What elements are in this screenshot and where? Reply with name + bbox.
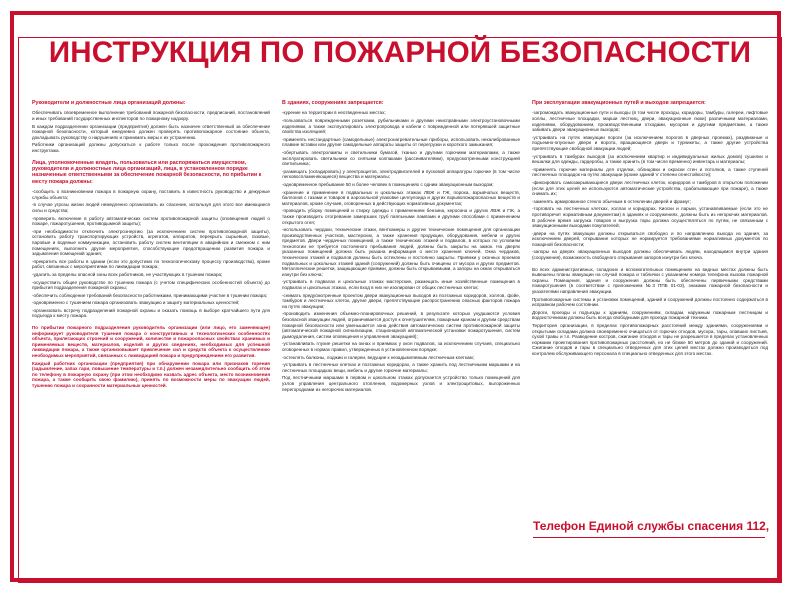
list-item: -одновременно с тушением пожара организовать эвакуацию и защиту материальных ценностей; xyxy=(32,300,240,306)
list-item: -применять нестандартные (самодельные) электронагревательные приборы, использовать некалиброванные плавкие вставки или другие самодельные аппараты защиты от перегрузки и короткого замыкания; xyxy=(282,136,520,148)
list-item: -обеспечить соблюдение требований безопасности работниками, принимающими участие в тушении пожара; xyxy=(32,292,268,298)
list-item: -хранение и применение в подвальных и цокольных этажах ЛВЖ и ГЖ, пороха, взрывчатых веществ, баллонов с газами и товаров в аэрозольной упаковке целлулоида и других взрывопожароопасных веществ и материалов, кроме случаев, оговоренных в действующих нормативных документах; xyxy=(282,189,520,206)
section-heading-evacuation: При эксплуатации эвакуационных путей и выходов запрещается: xyxy=(532,100,706,106)
paragraph: Под лестничными маршами в первом и цокольном этажах допускается устройство только помещений для узлов управления центрального отопления, водомерных узлов и электрощитовых, выгороженных перегородками из негорючих материалов. xyxy=(282,375,520,392)
list-item: -остеклять балконы, лоджии и галереи, ведущие к незадымляемым лестничным клеткам; xyxy=(282,354,474,360)
list-item: -прекратить все работы в здании (если это допустимо по технологическому процессу производства), кроме работ, связанных с мероприятиями по ликвидации пожара; xyxy=(32,258,270,270)
paragraph: Противопожарные системы и установки помещений, зданий и сооружений должны постоянно содержаться в исправном рабочем состоянии. xyxy=(532,296,768,308)
paragraph: В каждом подразделении организации (предприятия) должен быть назначен ответственный за обеспечение пожарной безопасности, который ежедневно должен проверять противопожарное состояние объекта, докладывать руководству о нарушениях и принимать меры к их устранению. xyxy=(32,123,270,140)
paragraph: Обеспечивать своевременное выполнение требований пожарной безопасности, предписаний, постановлений и иных требований государственных инспекторов по пожарному надзору. xyxy=(32,110,270,121)
emergency-phone-label: Телефон Единой службы спасения 112, xyxy=(533,519,770,533)
list-item: -устанавливать глухие решетки на окнах и приямках у окон подвалов, за исключением случаев, специально оговоренных в нормах правил, утвержденных в установленном порядке; xyxy=(282,341,520,352)
list-item: -фиксировать самозакрывающиеся двери лестничных клеток, коридоров и тамбуров в открытом положении (если для этих целей не используются автоматические устройства, срабатывающие при пожаре), а также снимать их; xyxy=(532,179,768,197)
list-item: -устраивать в лестничных клетках и поэтажных коридорах, а также хранить под лестничными маршами и на лестничных площадках вещи, мебель и другие горючие материалы; xyxy=(282,362,520,373)
list-item: -удалить за пределы опасной зоны всех работников, не участвующих в тушении пожара; xyxy=(32,271,223,277)
list-item: -сообщить о возникновении пожара в пожарную охрану, поставить в известность руководство и дежурные службы объекта; xyxy=(32,189,270,200)
section-heading-managers: Руководители и должностные лица организаций должны: xyxy=(32,100,186,106)
section-heading-at-fire: Лица, уполномоченные владеть, пользоваться или распоряжаться имуществом, руководители и должностные лица организаций, лица, в установленном порядке назначенные ответственными за обеспечение пожарной безопасности, по прибытии к месту пожара должны: xyxy=(32,159,262,185)
list-item: -запоры на дверях эвакуационных выходов должны обеспечивать людям, находящимся внутри здания (сооружения), возможность свободного открывания запоров изнутри без ключа. xyxy=(532,249,768,261)
section-heading-buildings: В зданиях, сооружениях запрещается: xyxy=(282,100,384,106)
paragraph: Дороги, проезды и подъезды к зданиям, сооружениям, складам, наружным пожарным лестницам и водоисточникам должны быть всегда свободными для проезда пожарной техники. xyxy=(532,309,768,321)
list-item: -курение на территории в неотведенных местах; xyxy=(282,110,386,116)
list-item: -обертывать электролампы и светильники бумагой, тканью и другими горючими материалами, а также эксплуатировать светильники со снятыми колпаками (рассеивателями), предусмотренными конструкцией светильника; xyxy=(282,149,520,167)
paragraph: Территория организации, в пределах противопожарных расстояний между зданиями, сооружениями и открытыми складами должна своевременно очищаться от горючих отходов, мусора, тары, опавших листьев, сухой травы и т.п. Разведение костров, сжигание отходов и тары не разрешается в пределах установленных нормами проектирования противопожарных расстояний, но не ближе 50 метров до зданий и сооружений. Сжигание отходов и тары в специально отведенных для этих целей местах должно производиться под контролем обслуживающего персонала в специально отведенных для этого местах. xyxy=(532,323,768,356)
list-item: -размещать (складировать) у электрощитов, электродвигателей и пусковой аппаратуры горючие (в том числе легковоспламеняющиеся) вещества и материалы; xyxy=(282,168,520,180)
list-item: -проверить включение в работу автоматических систем противопожарной защиты (оповещения людей о пожаре, пожаротушения, противодымной защиты); xyxy=(32,215,270,227)
list-item: -при необходимости отключить электроэнергию (за исключением систем противопожарной защиты), остановить работу транспортирующих устройств, агрегатов, аппаратов, перекрыть сырьевые, газовые, паровые и водяные коммуникации, остановить работу систем вентиляции в аварийном и смежном с ним помещениях, выполнить другие мероприятия, способствующие предотвращению развития пожара и задымления помещений здания; xyxy=(32,228,270,257)
list-item: -одновременное пребывание 50 и более человек в помещениях с одним эвакуационным выходом; xyxy=(282,181,494,187)
list-item: -устраивать на путях эвакуации пороги (за исключением порогов в дверных проемах), раздвижные и подъемно-опускные двери и ворота, вращающиеся двери и турникеты, а также другие устройства препятствующие свободной эвакуации людей; xyxy=(532,134,768,151)
paragraph: Во всех административных, складских и вспомогательных помещениях на видных местах должны быть вывешены планы эвакуации на случай пожара и таблички с указанием номера телефона вызова пожарной охраны. Помещения, здания и сооружения должны быть обеспечены первичными средствами пожаротушения (в соответствии с приложением №3 ППБ 01-03), знаками пожарной безопасности и указателями направления эвакуации. xyxy=(532,266,768,295)
column-evacuation-rules xyxy=(532,100,768,520)
list-item: -применять горючие материалы для отделки, облицовки и окраски стен и потолков, а также ступеней лестничных площадок на путях эвакуации (кроме зданий V степени огнестойкости); xyxy=(532,166,768,178)
list-item: -проводить уборку помещений и стирку одежды с применением бензина, керосина и других ЛВЖ и ГЖ, а также производить отогревание замерзших труб паяльными лампами и другими способами с применением открытого огня; xyxy=(282,208,520,225)
page-title: ИНСТРУКЦИЯ ПО ПОЖАРНОЙ БЕЗОПАСНОСТИ xyxy=(48,36,752,69)
list-item: -использовать чердаки, технические этажи, венткамеры и другие технические помещения для организации производственных участков, мастерских, а также хранения продукции, оборудования, мебели и других предметов. Двери чердачных помещений, а также технических этажей и подвалов, в которых по условиям технологии не требуется постоянного пребывания людей, должны быть закрыты на замок. На дверях указанных помещений должна быть указана информация о месте хранения ключей. Окна чердаков, технических этажей и подвалов должны быть остеклены и постоянно закрыты. Приямки у оконных проемов подвальных и цокольных этажей зданий (сооружений) должны быть очищены от мусора и других предметов. Металлические решетки, защищающие приямки, должны быть открываемыми, а запоры на окнах открываться изнутри без ключа; xyxy=(282,227,520,277)
list-item: -снимать предусмотренные проектом двери эвакуационных выходов из поэтажных коридоров, холлов, фойе, тамбуров и лестничных клеток, другие двери, препятствующие распространению опасных факторов пожара на путях эвакуации; xyxy=(282,292,520,309)
list-item: -заменять армированное стекло обычным в остеклении дверей и фрамуг; xyxy=(532,198,691,204)
list-item: -производить изменения объемно-планировочных решений, в результате которых ухудшаются условия безопасной эвакуации людей, ограничивается доступ к огнетушителям, пожарным кранам и другим средствам пожарной безопасности или уменьшается зона действия автоматических систем противопожарной защиты (автоматической пожарной сигнализации, стационарной автоматической установки пожаротушения, систем дымоудаления, систем оповещения и управления эвакуацией); xyxy=(282,311,520,339)
list-item: -торговать на лестничных клетках, холлах и коридорах. Киоски и ларьки, устанавливаемые (если это не противоречит нормативным документам) в зданиях и сооружениях, должны быть из негорючих материалов. В рабочее время загрузка товаров и выгрузка тары должна осуществляться по путям, не связанным с эвакуационными выходами покупателей; xyxy=(532,206,768,229)
list-item: -в случае угрозы жизни людей немедленно организовать их спасение, используя для этого все имеющиеся силы и средства; xyxy=(32,202,270,213)
list-item: -организовать встречу подразделений пожарной охраны и оказать помощь в выборе кратчайшего пути для подъезда к месту пожара. xyxy=(32,307,270,319)
list-item: -двери на путях эвакуации должны открываться свободно и по направлению выхода из здания, за исключением дверей, открывание которых не нормируется требованиями нормативных документов по пожарной безопасности; xyxy=(532,230,768,247)
list-item: -осуществить общее руководство по тушению пожара (с учетом специфических особенностей объекта) до прибытия подразделения пожарной охраны; xyxy=(32,279,270,291)
column-building-prohibitions xyxy=(282,100,520,590)
list-item: -устраивать в тамбурах выходов (за исключением квартир и индивидуальных жилых домов) сушилки и вешалки для одежды, гардеробы, а также хранить (в том числе временно) инвентарь и материалы; xyxy=(532,153,768,165)
paragraph: Работники организаций должны допускаться к работе только после прохождения противопожарного инструктажа. xyxy=(32,142,270,153)
column-managers-duties xyxy=(32,100,270,590)
list-item: -загромождать эвакуационные пути и выходы (в том числе проходы, коридоры, тамбуры, галереи, лифтовые холлы, лестничные площадки, марши лестниц, двери, эвакуационные люки) различными материалами, изделиями, оборудованием, производственными отходами, мусором и другими предметами, а также забивать двери эвакуационных выходов; xyxy=(532,110,768,133)
phone-fill-line xyxy=(533,537,765,538)
red-paragraph: Каждый работник организации (предприятия) при обнаружении пожара или признаков горения (задымление, запах гари, повышение температуры и т.п.) должен незамедлительно сообщить об этом по телефону в пожарную охрану (при этом необходимо назвать адрес объекта, место возникновения пожара, а также сообщить свою фамилию), принять по возможности меры по эвакуации людей, тушению пожара и сохранности материальных ценностей. xyxy=(32,360,270,388)
list-item: -устраивать в подвалах и цокольных этажах мастерские, размещать иные хозяйственные помещения в подвалах и цокольных этажах, если вход в них не изолирован от общих лестничных клеток; xyxy=(282,279,520,291)
list-item: -пользоваться поврежденными розетками, рубильниками и другими неисправными электроустановочными изделиями, а также эксплуатировать электропровода и кабели с поврежденной или потерявшей защитные свойства изоляцией; xyxy=(282,118,520,135)
red-paragraph: По прибытии пожарного подразделения руководитель организации (или лицо, его заменяющее) информирует руководителя тушения пожара о конструктивных и технологических особенностях объекта, прилегающих строений и сооружений, количестве и пожароопасных свойствах хранимых и применяемых веществ, материалов, изделий и других сведениях, необходимых для успешной ликвидации пожара, а также организовывает привлечение сил и средств объекта к осуществлению необходимых мероприятий, связанных с ликвидацией пожара и предупреждением его развития. xyxy=(32,325,270,359)
